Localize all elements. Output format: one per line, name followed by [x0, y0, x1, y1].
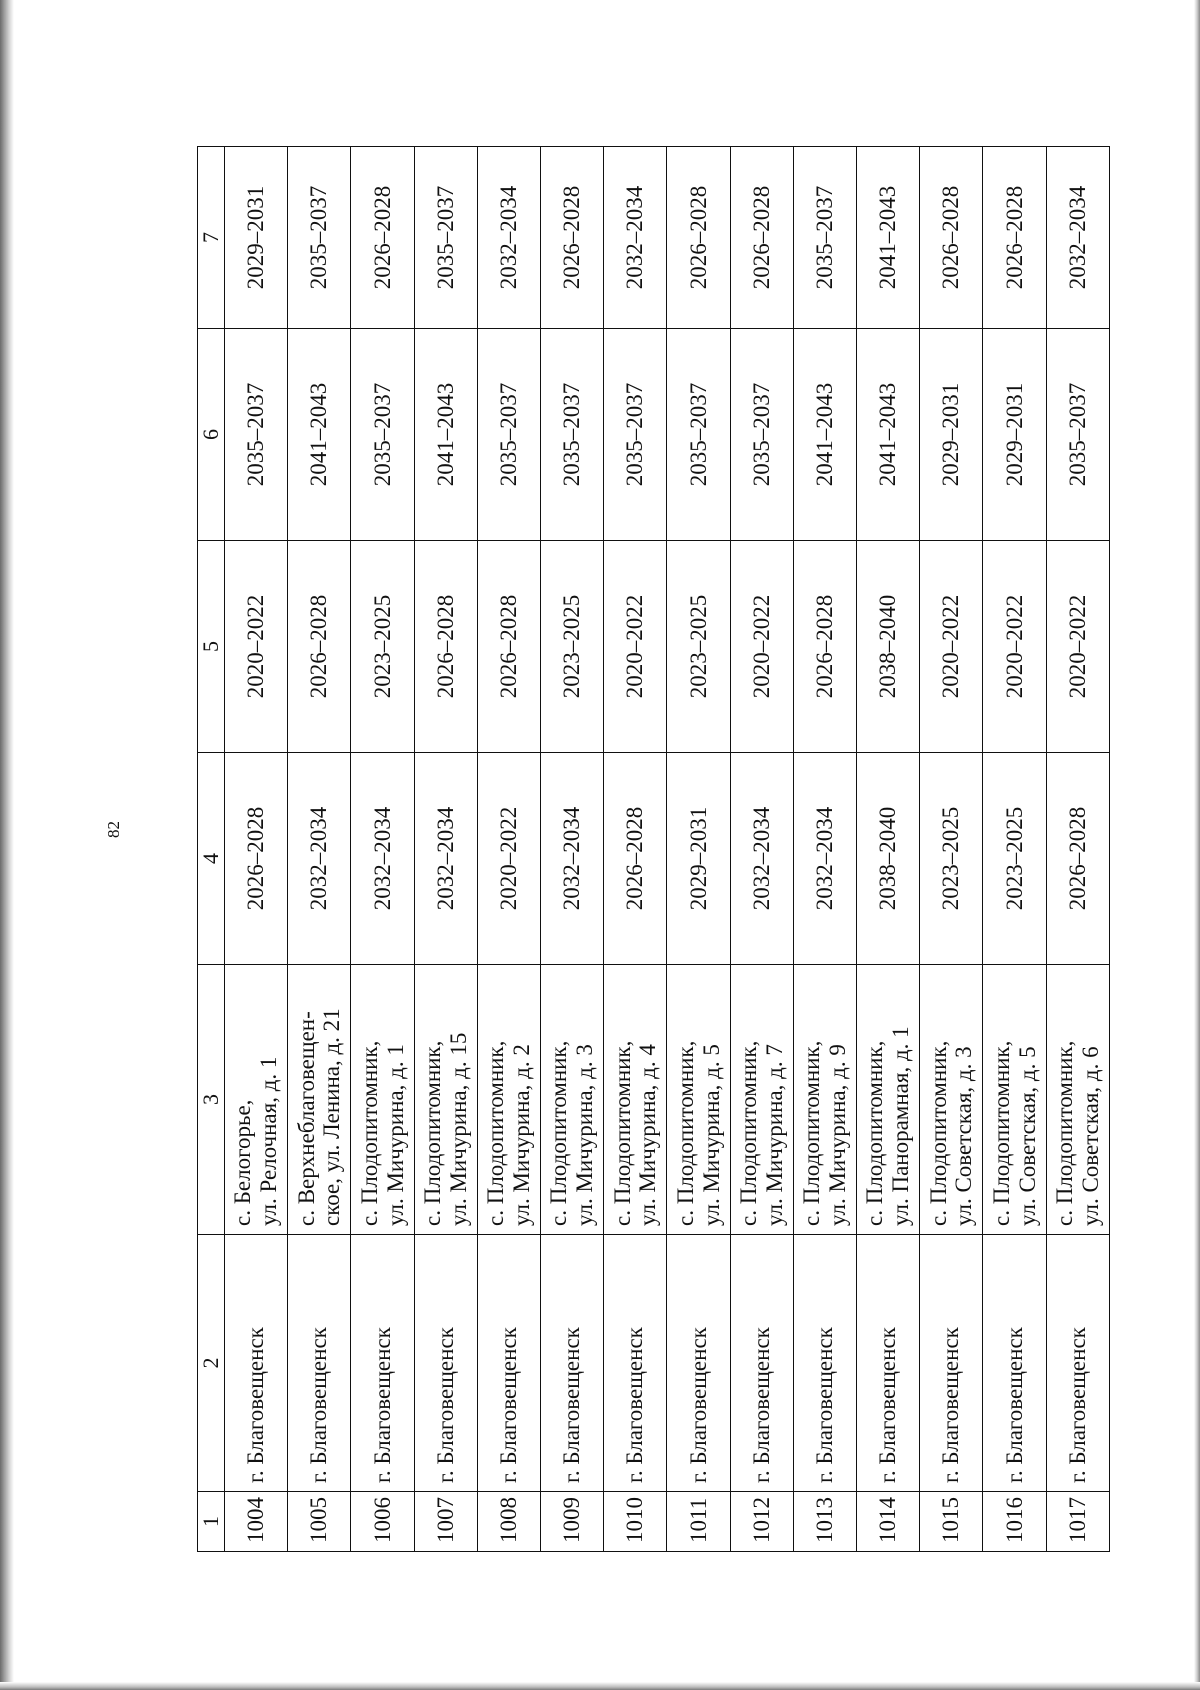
header-row [198, 147, 225, 1552]
period-col5-cell [604, 541, 667, 753]
address-line-2: ское, ул. Ленина, д. 21 [319, 1008, 345, 1226]
period-col4: 2023–2025 [1001, 806, 1027, 911]
period-col6-cell [288, 329, 351, 541]
period-col7: 2026–2028 [938, 185, 964, 290]
table-row [920, 147, 983, 1552]
locality: г. Благовещенск [496, 1327, 522, 1483]
row-number: 1010 [622, 1497, 648, 1543]
period-col5-cell [1046, 541, 1109, 753]
address-line-1: с. Плодопитомник, [1052, 1040, 1078, 1226]
row-number-cell [730, 1492, 793, 1552]
period-col4-cell [857, 753, 920, 965]
rotated-table-container [197, 147, 1110, 1552]
table-row [983, 147, 1046, 1552]
row-number: 1011 [685, 1497, 711, 1543]
column-header: 5 [198, 541, 225, 753]
locality: г. Благовещенск [369, 1327, 395, 1483]
page-number: 82 [104, 821, 123, 838]
period-col6-cell [667, 329, 730, 541]
period-col7: 2026–2028 [685, 185, 711, 290]
period-col4: 2032–2034 [306, 806, 332, 911]
address-line-1: с. Плодопитомник, [609, 1040, 635, 1226]
address-line-2: ул. Мичурина, д. 7 [761, 1044, 787, 1226]
address-line-2: ул. Панорамная, д. 1 [888, 1026, 914, 1226]
period-col7-cell [541, 147, 604, 329]
period-col7: 2029–2031 [243, 185, 269, 290]
locality: г. Благовещенск [812, 1327, 838, 1483]
address-cell [667, 965, 730, 1235]
period-col7: 2032–2034 [622, 185, 648, 290]
row-number-cell [288, 1492, 351, 1552]
period-col5: 2020–2022 [622, 594, 648, 699]
period-col5: 2023–2025 [369, 594, 395, 699]
period-col5-cell [793, 541, 856, 753]
period-col7: 2026–2028 [748, 185, 774, 290]
period-col5-cell [920, 541, 983, 753]
table-row [288, 147, 351, 1552]
period-col7-cell [414, 147, 477, 329]
address-line-2: ул. Мичурина, д. 4 [635, 1044, 661, 1226]
period-col5: 2020–2022 [748, 594, 774, 699]
period-col5-cell [414, 541, 477, 753]
address-cell [1046, 965, 1109, 1235]
address-line-1: с. Плодопитомник, [925, 1040, 951, 1226]
locality: г. Благовещенск [748, 1327, 774, 1483]
row-number-cell [225, 1492, 288, 1552]
period-col7-cell [730, 147, 793, 329]
period-col4: 2038–2040 [875, 806, 901, 911]
locality: г. Благовещенск [306, 1327, 332, 1483]
period-col6: 2035–2037 [748, 382, 774, 487]
period-col6-cell [541, 329, 604, 541]
row-number-cell [920, 1492, 983, 1552]
period-col6-cell [857, 329, 920, 541]
address-line-2: ул. Советская, д. 6 [1077, 1046, 1103, 1226]
table-row [793, 147, 856, 1552]
period-col6-cell [225, 329, 288, 541]
row-number: 1007 [432, 1497, 458, 1543]
address-line-1: с. Плодопитомник, [356, 1040, 382, 1226]
period-col4-cell [541, 753, 604, 965]
row-number-cell [541, 1492, 604, 1552]
row-number-cell [793, 1492, 856, 1552]
period-col6-cell [414, 329, 477, 541]
locality-cell [414, 1235, 477, 1492]
period-col5: 2026–2028 [432, 594, 458, 699]
table-row [1046, 147, 1109, 1552]
period-col5-cell [541, 541, 604, 753]
period-col7: 2032–2034 [1064, 185, 1090, 290]
period-col5: 2020–2022 [243, 594, 269, 699]
period-col6: 2029–2031 [1001, 382, 1027, 487]
address-line-2: ул. Мичурина, д. 5 [698, 1044, 724, 1226]
address-cell [477, 965, 540, 1235]
address-line-2: ул. Мичурина, д. 1 [382, 1044, 408, 1226]
address-line-2: ул. Мичурина, д. 15 [445, 1032, 471, 1226]
row-number-cell [414, 1492, 477, 1552]
address-cell [414, 965, 477, 1235]
address-cell [351, 965, 414, 1235]
row-number-cell [351, 1492, 414, 1552]
period-col5: 2020–2022 [1001, 594, 1027, 699]
period-col4: 2023–2025 [938, 806, 964, 911]
row-number: 1006 [369, 1497, 395, 1543]
period-col7-cell [1046, 147, 1109, 329]
scan-edge-bottom [0, 1682, 1200, 1690]
row-number-cell [857, 1492, 920, 1552]
period-col5-cell [983, 541, 1046, 753]
locality-cell [225, 1235, 288, 1492]
period-col4-cell [667, 753, 730, 965]
address-line-2: ул. Мичурина, д. 3 [572, 1044, 598, 1226]
locality-cell [541, 1235, 604, 1492]
column-header: 7 [198, 147, 225, 329]
address-line-2: ул. Релочная, д. 1 [256, 1056, 282, 1226]
locality-cell [604, 1235, 667, 1492]
locality: г. Благовещенск [622, 1327, 648, 1483]
locality-cell [477, 1235, 540, 1492]
period-col4: 2032–2034 [812, 806, 838, 911]
period-col4-cell [414, 753, 477, 965]
column-header: 2 [198, 1235, 225, 1492]
period-col6-cell [351, 329, 414, 541]
column-header: 3 [198, 965, 225, 1235]
period-col5-cell [288, 541, 351, 753]
address-cell [983, 965, 1046, 1235]
row-number-cell [604, 1492, 667, 1552]
row-number: 1013 [812, 1497, 838, 1543]
table-row [225, 147, 288, 1552]
period-col7: 2026–2028 [559, 185, 585, 290]
locality: г. Благовещенск [1064, 1327, 1090, 1483]
period-col7: 2041–2043 [875, 185, 901, 290]
period-col5-cell [730, 541, 793, 753]
row-number: 1004 [243, 1497, 269, 1543]
period-col6-cell [920, 329, 983, 541]
period-col4-cell [225, 753, 288, 965]
address-line-1: с. Плодопитомник, [988, 1040, 1014, 1226]
period-col6: 2035–2037 [369, 382, 395, 487]
locality-cell [1046, 1235, 1109, 1492]
period-col7-cell [604, 147, 667, 329]
period-col5-cell [667, 541, 730, 753]
period-col6-cell [477, 329, 540, 541]
row-number: 1012 [748, 1497, 774, 1543]
period-col7-cell [288, 147, 351, 329]
scan-edge-left [0, 0, 14, 1690]
address-line-2: ул. Советская, д. 3 [951, 1046, 977, 1226]
period-col4-cell [604, 753, 667, 965]
address-cell [857, 965, 920, 1235]
period-col6: 2035–2037 [559, 382, 585, 487]
period-col6-cell [793, 329, 856, 541]
period-col5-cell [225, 541, 288, 753]
period-col4-cell [1046, 753, 1109, 965]
address-cell [920, 965, 983, 1235]
locality: г. Благовещенск [1001, 1327, 1027, 1483]
locality-cell [667, 1235, 730, 1492]
locality-cell [730, 1235, 793, 1492]
address-line-1: с. Верхнеблаговещен- [293, 1011, 319, 1226]
row-number: 1017 [1064, 1497, 1090, 1543]
table-row [604, 147, 667, 1552]
period-col7-cell [225, 147, 288, 329]
period-col5: 2026–2028 [496, 594, 522, 699]
locality-cell [793, 1235, 856, 1492]
period-col6: 2035–2037 [496, 382, 522, 487]
locality: г. Благовещенск [685, 1327, 711, 1483]
table-row [477, 147, 540, 1552]
period-col6: 2035–2037 [685, 382, 711, 487]
table-row [414, 147, 477, 1552]
row-number: 1008 [496, 1497, 522, 1543]
column-header: 6 [198, 329, 225, 541]
row-number: 1014 [875, 1497, 901, 1543]
scan-edge-right [1194, 0, 1200, 1690]
period-col4-cell [793, 753, 856, 965]
period-col5: 2026–2028 [306, 594, 332, 699]
row-number: 1005 [306, 1497, 332, 1543]
row-number-cell [477, 1492, 540, 1552]
locality: г. Благовещенск [432, 1327, 458, 1483]
address-line-1: с. Плодопитомник, [799, 1040, 825, 1226]
address-cell [730, 965, 793, 1235]
address-line-1: с. Плодопитомник, [419, 1040, 445, 1226]
address-line-1: с. Плодопитомник, [735, 1040, 761, 1226]
period-col4: 2032–2034 [559, 806, 585, 911]
table-row [667, 147, 730, 1552]
address-line-1: с. Плодопитомник, [862, 1040, 888, 1226]
period-col4-cell [730, 753, 793, 965]
period-col5-cell [351, 541, 414, 753]
period-col5: 2020–2022 [938, 594, 964, 699]
period-col4: 2032–2034 [369, 806, 395, 911]
address-line-2: ул. Советская, д. 5 [1014, 1046, 1040, 1226]
period-col6: 2029–2031 [938, 382, 964, 487]
period-col7: 2032–2034 [496, 185, 522, 290]
period-col4: 2020–2022 [496, 806, 522, 911]
locality: г. Благовещенск [875, 1327, 901, 1483]
period-col4-cell [288, 753, 351, 965]
period-col6: 2041–2043 [432, 382, 458, 487]
period-col7: 2035–2037 [432, 185, 458, 290]
period-col4-cell [920, 753, 983, 965]
address-line-1: с. Белогорье, [230, 1099, 256, 1226]
period-col6-cell [983, 329, 1046, 541]
period-col4: 2026–2028 [622, 806, 648, 911]
period-col5: 2026–2028 [812, 594, 838, 699]
address-line-1: с. Плодопитомник, [546, 1040, 572, 1226]
period-col6-cell [1046, 329, 1109, 541]
period-col6: 2035–2037 [243, 382, 269, 487]
row-number: 1009 [559, 1497, 585, 1543]
locality: г. Благовещенск [243, 1327, 269, 1483]
period-col6: 2041–2043 [306, 382, 332, 487]
column-header: 4 [198, 753, 225, 965]
locality-cell [351, 1235, 414, 1492]
period-col5: 2023–2025 [559, 594, 585, 699]
period-col6: 2035–2037 [1064, 382, 1090, 487]
period-col7-cell [920, 147, 983, 329]
period-col4: 2032–2034 [432, 806, 458, 911]
period-col7: 2035–2037 [306, 185, 332, 290]
address-line-2: ул. Мичурина, д. 9 [824, 1044, 850, 1226]
period-col4: 2026–2028 [1064, 806, 1090, 911]
period-col4-cell [477, 753, 540, 965]
period-col7: 2026–2028 [1001, 185, 1027, 290]
locality: г. Благовещенск [559, 1327, 585, 1483]
period-col6-cell [604, 329, 667, 541]
table-row [541, 147, 604, 1552]
address-cell [288, 965, 351, 1235]
table-row [730, 147, 793, 1552]
locality-cell [983, 1235, 1046, 1492]
period-col5: 2038–2040 [875, 594, 901, 699]
period-col7-cell [477, 147, 540, 329]
column-header: 1 [198, 1492, 225, 1552]
period-col6: 2041–2043 [812, 382, 838, 487]
row-number: 1015 [938, 1497, 964, 1543]
registry-table [197, 146, 1110, 1552]
period-col7-cell [351, 147, 414, 329]
address-cell [793, 965, 856, 1235]
period-col7: 2026–2028 [369, 185, 395, 290]
period-col6: 2035–2037 [622, 382, 648, 487]
address-cell [541, 965, 604, 1235]
address-cell [604, 965, 667, 1235]
address-cell [225, 965, 288, 1235]
period-col4-cell [983, 753, 1046, 965]
row-number-cell [667, 1492, 730, 1552]
period-col4-cell [351, 753, 414, 965]
row-number: 1016 [1001, 1497, 1027, 1543]
period-col4: 2026–2028 [243, 806, 269, 911]
table-row [351, 147, 414, 1552]
address-line-2: ул. Мичурина, д. 2 [508, 1044, 534, 1226]
period-col4: 2032–2034 [748, 806, 774, 911]
address-line-1: с. Плодопитомник, [483, 1040, 509, 1226]
period-col7-cell [667, 147, 730, 329]
period-col7-cell [793, 147, 856, 329]
period-col7: 2035–2037 [812, 185, 838, 290]
table-row [857, 147, 920, 1552]
period-col5-cell [477, 541, 540, 753]
locality-cell [857, 1235, 920, 1492]
period-col5: 2020–2022 [1064, 594, 1090, 699]
row-number-cell [983, 1492, 1046, 1552]
locality-cell [920, 1235, 983, 1492]
locality: г. Благовещенск [938, 1327, 964, 1483]
locality-cell [288, 1235, 351, 1492]
address-line-1: с. Плодопитомник, [672, 1040, 698, 1226]
row-number-cell [1046, 1492, 1109, 1552]
period-col5: 2023–2025 [685, 594, 711, 699]
period-col5-cell [857, 541, 920, 753]
period-col6: 2041–2043 [875, 382, 901, 487]
period-col4: 2029–2031 [685, 806, 711, 911]
period-col7-cell [857, 147, 920, 329]
period-col7-cell [983, 147, 1046, 329]
period-col6-cell [730, 329, 793, 541]
